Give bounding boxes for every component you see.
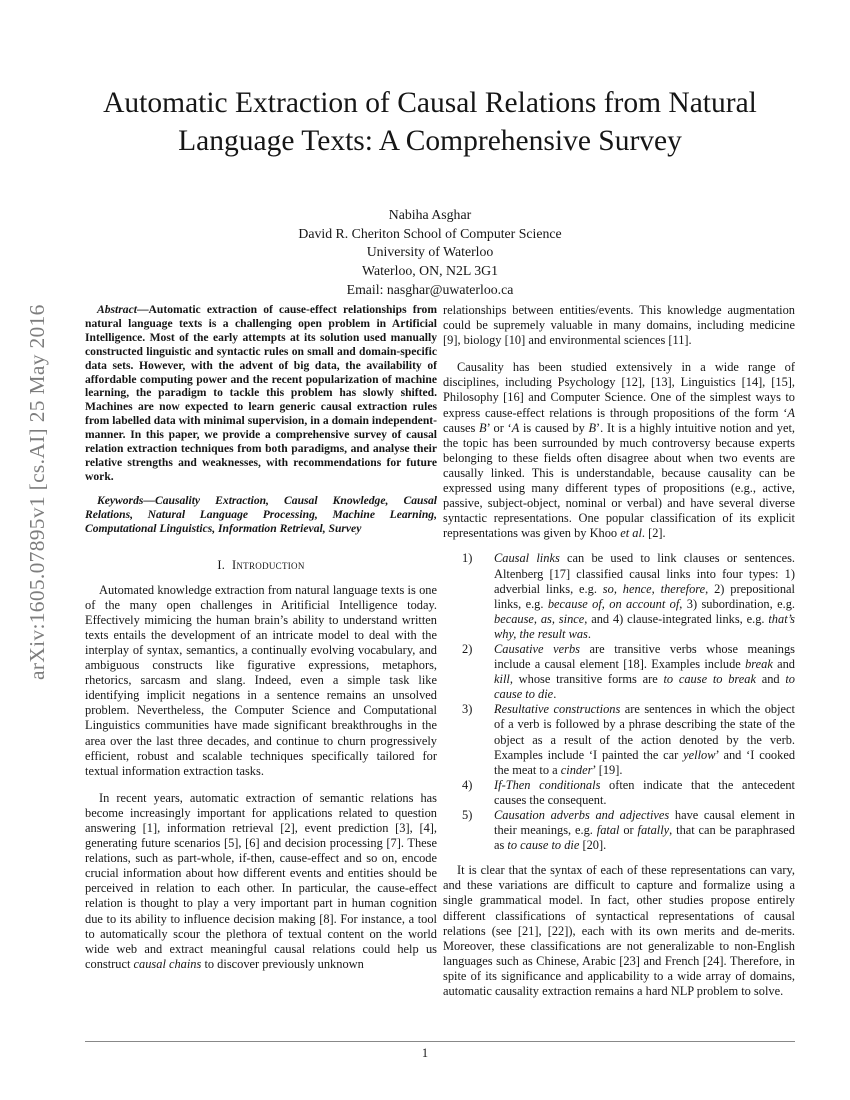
list-item <box>443 551 795 642</box>
list-item-text: [20]. <box>579 838 607 853</box>
author-department: David R. Cheriton School of Computer Science <box>298 225 562 241</box>
list-item-text: have causal element in their meanings, e.g. <box>494 808 795 838</box>
list-item-text: , and 4) clause-integrated links, e.g. <box>584 611 769 626</box>
section-heading-introduction <box>85 558 437 573</box>
left-column <box>85 303 437 972</box>
list-item-example: so, hence, therefore <box>602 581 706 596</box>
list-item-text: , that can be paraphrased as <box>494 823 795 853</box>
intro-paragraph-2 <box>85 791 437 972</box>
section-number: I. <box>217 557 226 572</box>
list-item-example: yellow <box>683 747 716 762</box>
rp2-var: B <box>588 420 597 435</box>
right-paragraph-2 <box>443 360 795 541</box>
rp2-var: B <box>479 420 487 435</box>
keywords-text: —Causality Extraction, Causal Knowledge, Causal Relations, Natural Language Processing, Machine Learning, Computational Linguistics, Information Retrieval, Survey <box>85 493 437 535</box>
keywords <box>85 494 437 536</box>
author-email: Email: nasghar@uwaterloo.ca <box>346 281 514 297</box>
rp2-text: causes <box>443 420 480 435</box>
rp2-text: ’ or ‘ <box>486 420 512 435</box>
list-item-number: 5) <box>462 808 473 822</box>
paper-title: Automatic Extraction of Causal Relations from Natural Language Texts: A Comprehensive Survey <box>103 87 757 157</box>
list-item <box>443 642 795 702</box>
section-title: Introduction <box>231 557 305 572</box>
list-item-example: fatally <box>637 823 670 838</box>
list-item <box>443 808 795 853</box>
footer-divider <box>85 1041 795 1042</box>
keywords-lead: Keywords <box>97 493 144 507</box>
list-item-text: are transitive verbs whose meanings include a causal element [18]. Examples include <box>494 641 795 672</box>
right-paragraph-3: It is clear that the syntax of each of these representations can vary, and these variations are difficult to capture and formalize using a single grammatical model. In fact, other studies propose entirely different classifications of syntactical representations of causal relations (see [21], [22]), each with its own merits and de-merits. Moreover, these classifications are not generalizable to non-English languages such as Chinese, Arabic [23] and French [24]. Therefore, in spite of its significance and applicability to a wide array of domains, automatic causality extraction remains a hard NLP problem to solve. <box>443 863 795 999</box>
right-column <box>443 303 795 999</box>
rp2-text: Causality has been studied extensively in a wide range of disciplines, including Psychology [12], [13], Linguistics [14], [15], Philosophy [16] and Computer Science. One of the simplest ways to express cause-effect relations is through propositions of the form ‘ <box>443 360 795 420</box>
abstract-text: —Automatic extraction of cause-effect relationships from natural language texts is a challenging open problem in Artificial Intelligence. Most of the early attempts at its solution used manually constructed linguistic and syntactic rules on small and domain-specific data sets. However, with the advent of big data, the availability of affordable computing power and the recent popularization of machine learning, the paradigm to tackle this problem has slowly shifted. Machines are now expected to learn generic causal extraction rules from labelled data with minimal supervision, in a domain independent-manner. In this paper, we provide a comprehensive survey of causal relation extraction techniques from both paradigms, and analyse their relative strengths and weaknesses, with recommendations for future work. <box>85 303 437 483</box>
intro-p2-emphasis: causal chains <box>133 956 202 971</box>
list-item-text: . <box>587 626 591 641</box>
rp2-text: ’. It is a highly intuitive notion and yet, the topic has been surrounded by much controversy because experts belonging to these fields often disagree about when two events are causally linked. This is understandable, because causality can be expressed using many different types of propositions (e.g., active, passive, subject-object, nominal or verbal) and have several diverse syntactic representations. One popular classification of its explicit representations was given by Khoo <box>443 420 795 541</box>
list-item-example: because, as, since <box>494 611 585 626</box>
author-city: Waterloo, ON, N2L 3G1 <box>362 263 498 279</box>
abstract-lead: Abstract <box>97 303 137 316</box>
rp2-var: A <box>787 405 795 420</box>
list-item-example: to cause to die <box>507 838 580 853</box>
list-item <box>443 778 795 808</box>
list-item <box>443 702 795 777</box>
abstract <box>85 303 437 484</box>
list-item-term: Causation adverbs and adjectives <box>494 808 670 822</box>
rp2-etal: et al <box>620 526 642 541</box>
list-item-term: If-Then conditionals <box>494 777 601 792</box>
list-item-text: or <box>619 823 638 838</box>
list-item-example: cinder <box>560 762 593 777</box>
list-item-number: 1) <box>462 551 473 566</box>
list-item-text: . <box>553 687 557 702</box>
intro-p2-text: In recent years, automatic extraction of semantic relations has become increasingly important for applications related to question answering [1], information retrieval [2], event prediction [3], [4], generating future scenarios [5], [6] and decision processing [7]. These relations, such as part-whole, if-then, cause-effect and so on, encode crucial information about how different events and entities should be perceived in relation to each other. In particular, the cause-effect relation is thought to play a very important part in human cognition due to its ability to influence decision making [8]. For instance, a tool to automatically scour the plethora of textual content on the world wide web and extract meaningful causal relations could help us construct <box>85 790 437 971</box>
causal-representation-list <box>443 551 795 853</box>
list-item-text: ’ [19]. <box>592 762 623 777</box>
intro-paragraph-1: Automated knowledge extraction from natural language texts is one of the many open challenges in Aritificial Intelligence today. Effectively mimicing the human brain’s ability to understand written texts entails the development of an intricate model to deal with the interplay of syntax, semantics, a continually evolving vocabulary, and ambiguous constructs like figurative expressions, metaphors, rhetorics, sarcasm and slang. Indeed, even a simple task like identifying implicit negations in a sentence remains an unsolved problem. Nevertheless, the Computer Science and Computational Linguistics communities have made significant breakthroughs in the area over the last three decades, and continue to churn progressively efficient, robust and scalable techniques specifically tailored for textual information extraction tasks. <box>85 582 437 778</box>
author-block <box>200 206 660 300</box>
author-name: Nabiha Asghar <box>388 207 472 222</box>
list-item-term: Causative verbs <box>494 641 580 656</box>
right-paragraph-1: relationships between entities/events. This knowledge augmentation could be supremely valuable in many domains, including medicine [9], biology [10] and environmental sciences [11]. <box>443 303 795 348</box>
list-item-term: Causal links <box>494 551 560 566</box>
list-item-text: and <box>755 672 786 687</box>
list-item-text: , 2) prepositional links, e.g. <box>494 581 795 611</box>
list-item-example: kill <box>494 672 510 687</box>
list-item-number: 4) <box>462 777 473 792</box>
list-item-text: often indicate that the antecedent causes the consequent. <box>494 777 795 807</box>
list-item-example: to cause to die <box>494 672 795 702</box>
list-item-number: 3) <box>462 702 473 717</box>
author-university: University of Waterloo <box>366 244 494 260</box>
intro-p2-text-end: to discover previously unknown <box>201 956 364 971</box>
list-item-example: fatal <box>596 823 620 838</box>
list-item-text: can be used to link clauses or sentences. Altenberg [17] classified causal links into four types: 1) adverbial links, e.g. <box>494 551 795 596</box>
list-item-example: break <box>745 657 773 672</box>
rp2-text: is caused by <box>519 420 589 435</box>
list-item-text: , 3) subordination, e.g. <box>679 596 795 611</box>
list-item-example: because of, on account of <box>547 596 680 611</box>
list-item-text: and <box>772 657 795 672</box>
list-item-example: to cause to break <box>663 672 756 687</box>
list-item-term: Resultative constructions <box>494 702 621 717</box>
page-number: 1 <box>421 1046 429 1060</box>
rp2-text: . [2]. <box>641 526 666 541</box>
list-item-text: are sentences in which the object of a verb is followed by a phrase describing the state of the object as a result of the action denoted by the verb. Examples include ‘I painted the car <box>494 702 795 762</box>
arxiv-identifier: arXiv:1605.07895v1 [cs.AI] 25 May 2016 <box>25 304 49 680</box>
list-item-example: that’s why, the result was <box>494 611 795 641</box>
list-item-number: 2) <box>462 641 473 656</box>
list-item-text: , whose transitive forms are <box>509 672 664 687</box>
rp2-var: A <box>511 420 520 435</box>
list-item-text: ’ and ‘I cooked the meat to a <box>494 747 796 777</box>
